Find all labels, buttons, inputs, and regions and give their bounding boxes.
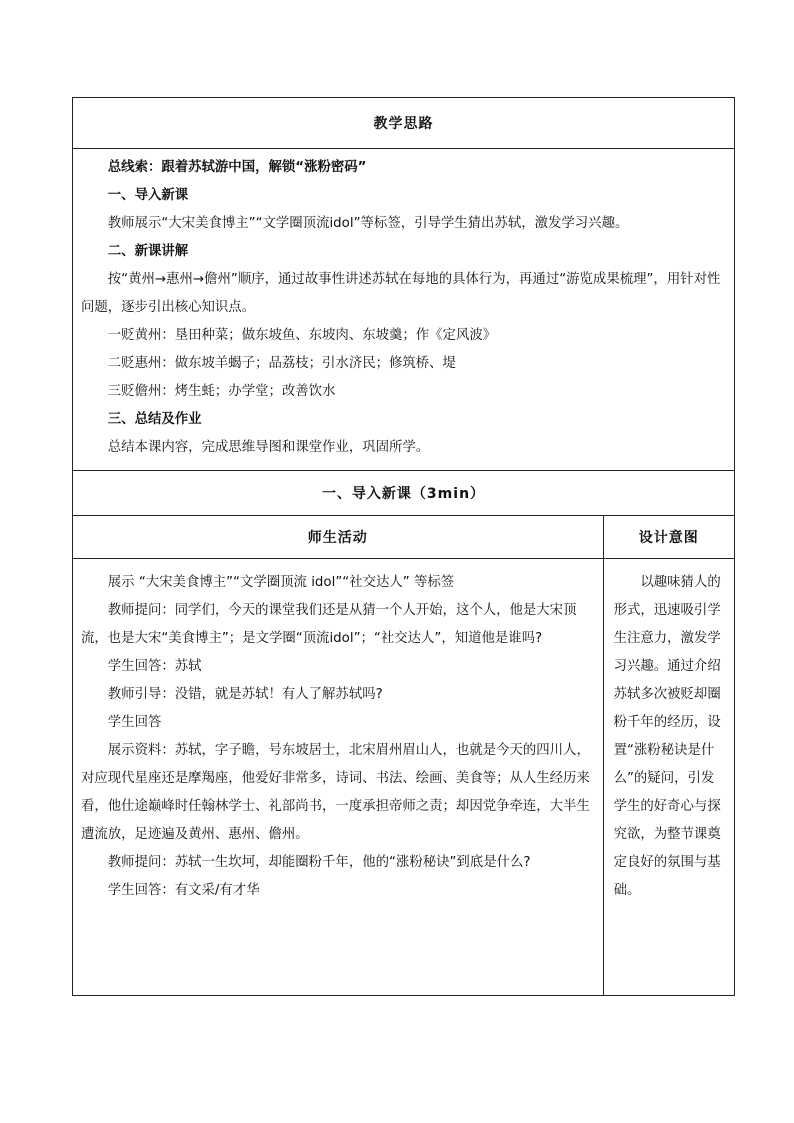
- thought-line: 二贬惠州：做东坡羊蝎子；品荔枝；引水济民；修筑桥、堤: [107, 356, 456, 371]
- activity-column-header: [73, 516, 604, 559]
- activity-line: 教师引导：没错，就是苏轼！有人了解苏轼吗?: [107, 687, 383, 702]
- thought-line: 按“黄州→惠州→儋州”顺序，通过故事性讲述苏轼在每地的具体行为，再通过“游览成果梳理”，用针对性问题，逐步引出核心知识点。: [81, 272, 721, 315]
- thought-line: 三、总结及作业: [107, 412, 202, 427]
- lesson-plan-table: [72, 97, 735, 996]
- intent-text: 以趣味猜人的形式，迅速吸引学生注意力，激发学习兴趣。通过介绍苏轼多次被贬却圈粉千年的经历，设置“涨粉秘诀是什么”的疑问，引发学生的好奇心与探究欲，为整节课奠定良好的氛围与基础。: [613, 575, 721, 898]
- activity-column-label: 师生活动: [307, 530, 368, 546]
- thought-line: 总结本课内容，完成思维导图和课堂作业，巩固所学。: [107, 440, 430, 455]
- thought-line: 教师展示“大宋美食博主”“文学圈顶流idol”等标签，引导学生猜出苏轼，激发学习兴趣。: [107, 216, 629, 231]
- activity-line: 学生回答：有文采/有才华: [107, 883, 260, 898]
- thought-line: 一贬黄州：垦田种菜；做东坡鱼、东坡肉、东坡羹；作《定风波》: [107, 328, 497, 343]
- teaching-thoughts-title: 教学思路: [373, 116, 434, 132]
- activity-line: 学生回答：苏轼: [107, 659, 202, 674]
- intent-column-label: 设计意图: [638, 530, 699, 546]
- teaching-thoughts-header: [73, 98, 735, 149]
- teaching-thoughts-body: [73, 149, 735, 471]
- activity-line: 展示资料：苏轼，字子瞻，号东坡居士，北宋眉州眉山人，也就是今天的四川人，对应现代星座还是摩羯座，他爱好非常多，诗词、书法、绘画、美食等；从人生经历来看，他仕途巅峰时任翰林学士、礼部尚书，一度承担帝师之责；却因党争牵连，大半生遭流放，足迹遍及黄州、惠州、儋州。: [81, 743, 590, 842]
- lesson-plan-page: [72, 97, 735, 996]
- activity-line: 学生回答: [107, 715, 162, 730]
- thought-line: 三贬儋州：烤生蚝；办学堂；改善饮水: [107, 384, 336, 399]
- thought-line: 二、新课讲解: [107, 244, 189, 259]
- activity-cell: [73, 559, 604, 996]
- thought-line: 一、导入新课: [107, 188, 189, 203]
- intent-column-header: [603, 516, 734, 559]
- intro-section-header: [73, 471, 735, 516]
- intent-cell: [603, 559, 734, 996]
- intro-section-title: 一、导入新课（3min）: [321, 486, 486, 502]
- thought-line: 总线索：跟着苏轼游中国，解锁“涨粉密码”: [107, 160, 367, 175]
- activity-line: 教师提问：同学们，今天的课堂我们还是从猜一个人开始，这个人，他是大宋顶流，也是大宋“美食博主”；是文学圈“顶流idol”；“社交达人”，知道他是谁吗?: [81, 603, 577, 646]
- activity-line: 展示 “大宋美食博主”“文学圈顶流 idol”“社交达人” 等标签: [107, 575, 455, 590]
- activity-line: 教师提问：苏轼一生坎坷，却能圈粉千年，他的“涨粉秘诀”到底是什么?: [107, 855, 531, 870]
